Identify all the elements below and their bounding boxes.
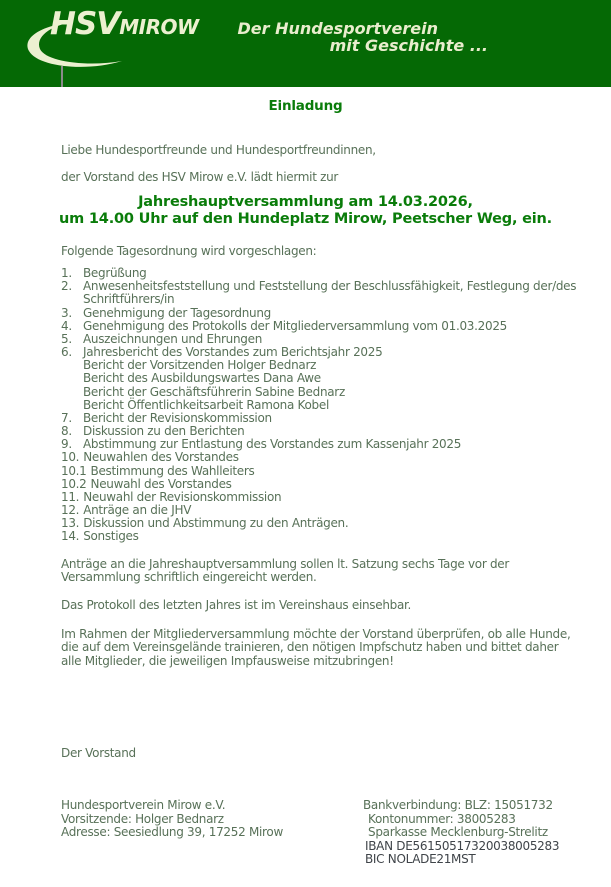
agenda-item-number: 12. [61,503,80,518]
agenda-item-number: 9. [61,437,72,452]
footer-bank-blz: Bankverbindung: BLZ: 15051732 [363,798,553,812]
impfschutz-note-line1: Im Rahmen der Mitgliederversammlung möchte der Vorstand überprüfen, ob alle Hunde, [61,627,571,641]
logo-hsv-text: HSV [50,6,120,42]
agenda-item-number: 5. [61,331,72,346]
agenda-list [61,267,601,544]
agenda-item-number: 6. [61,345,72,360]
footer-bank-account: Kontonummer: 38005283 [368,811,516,826]
salutation-text: Liebe Hundesportfreunde und Hundesportfreundinnen, [61,143,376,157]
agenda-item [61,517,601,530]
agenda-item [61,530,601,543]
event-heading-line2: um 14.00 Uhr auf den Hundeplatz Mirow, Peetscher Weg, ein. [59,210,552,227]
agenda-item-number: 7. [61,410,72,425]
agenda-item-text: Sonstiges [83,529,139,544]
agenda-item-number: 10.1 [61,463,87,478]
agenda-item-number: 2. [61,279,72,294]
logo-mirow-text: MIROW [119,15,199,39]
agenda-item-text: Diskussion und Abstimmung zu den Anträgen. [83,516,349,531]
agenda-intro-text: Folgende Tagesordnung wird vorgeschlagen: [61,244,317,258]
footer-bank-name: Sparkasse Mecklenburg-Strelitz [368,825,548,839]
lead-in-text: der Vorstand des HSV Mirow e.V. lädt hiermit zur [61,170,339,184]
page-title: Einladung [268,98,343,114]
agenda-item-text: Begrüßung [83,266,147,280]
agenda-item-text: Diskussion zu den Berichten [83,424,245,439]
event-heading [0,194,611,227]
agenda-item-text: Bericht des Ausbildungswartes Dana Awe [83,371,321,386]
agenda-item-text: Neuwahl des Vorstandes [90,476,232,491]
agenda-item-number: 10.2 [61,476,87,491]
agenda-item-text: Abstimmung zur Entlastung des Vorstandes zum Kassenjahr 2025 [83,437,462,452]
impfschutz-note-line3: alle Mitglieder, die jeweiligen Impfausweise mitzubringen! [61,653,394,668]
agenda-item-text: Auszeichnungen und Ehrungen [83,331,263,346]
header-banner [0,0,611,87]
banner-tagline-line1: Der Hundesportverein [237,19,438,38]
agenda-item-text: Bestimmung des Wahlleiters [90,463,255,478]
footer-bank-info [363,799,559,867]
agenda-item-text: Bericht der Revisionskommission [83,410,272,425]
agenda-item-number: 14. [61,529,80,544]
agenda-item-number: 13. [61,516,80,531]
footer-bank-iban: IBAN DE56150517320038005283 [365,838,560,853]
footer-chairperson: Vorsitzende: Holger Bednarz [61,811,224,826]
text-cursor[interactable] [61,66,63,87]
antraege-note-line2: Versammlung schriftlich eingereicht werden. [61,570,317,585]
logo-wordmark [50,6,199,42]
agenda-item-text: Jahresbericht des Vorstandes zum Berichtsjahr 2025 [83,345,383,360]
agenda-item-text: Bericht Öffentlichkeitsarbeit Ramona Kobel [83,397,329,412]
banner-tagline-line2: mit Geschichte ... [329,36,488,55]
footer-club-info [61,799,283,840]
agenda-item-text: Genehmigung des Protokolls der Mitgliederversammlung vom 01.03.2025 [83,318,507,333]
signature-text: Der Vorstand [61,746,136,760]
agenda-item-number: 10. [61,450,80,465]
footer-bank-bic: BIC NOLADE21MST [365,852,476,866]
agenda-item-text: Neuwahl der Revisionskommission [83,489,282,504]
agenda-item-text: Bericht der Geschäftsführerin Sabine Bednarz [83,384,345,399]
agenda-item-number: 1. [61,266,72,280]
agenda-item-text: Genehmigung der Tagesordnung [83,305,271,320]
antraege-note-line1: Anträge an die Jahreshauptversammlung sollen lt. Satzung sechs Tage vor der [61,557,510,571]
antraege-note [61,558,509,585]
event-heading-line1: Jahreshauptversammlung am 14.03.2026, [138,194,473,210]
agenda-item-number: 3. [61,305,72,320]
impfschutz-note [61,628,570,668]
agenda-item-number: 11. [61,489,80,504]
agenda-item-text: Bericht der Vorsitzenden Holger Bednarz [83,358,317,373]
club-logo [14,4,199,84]
footer-club-name: Hundesportverein Mirow e.V. [61,798,226,812]
agenda-item-text: Anwesenheitsfeststellung und Feststellung der Beschlussfähigkeit, Festlegung der/des [83,279,577,294]
agenda-item-number: 8. [61,424,72,439]
impfschutz-note-line2: die auf dem Vereinsgelände trainieren, den nötigen Impfschutz haben und bittet daher [61,640,559,655]
agenda-item-number: 4. [61,318,72,333]
agenda-item-text: Neuwahlen des Vorstandes [83,450,239,465]
agenda-item-text: Anträge an die JHV [83,503,192,518]
footer-address: Adresse: Seesiedlung 39, 17252 Mirow [61,825,283,839]
agenda-item-text: Schriftführers/in [83,292,175,307]
protokoll-note: Das Protokoll des letzten Jahres ist im Vereinshaus einsehbar. [61,598,412,612]
